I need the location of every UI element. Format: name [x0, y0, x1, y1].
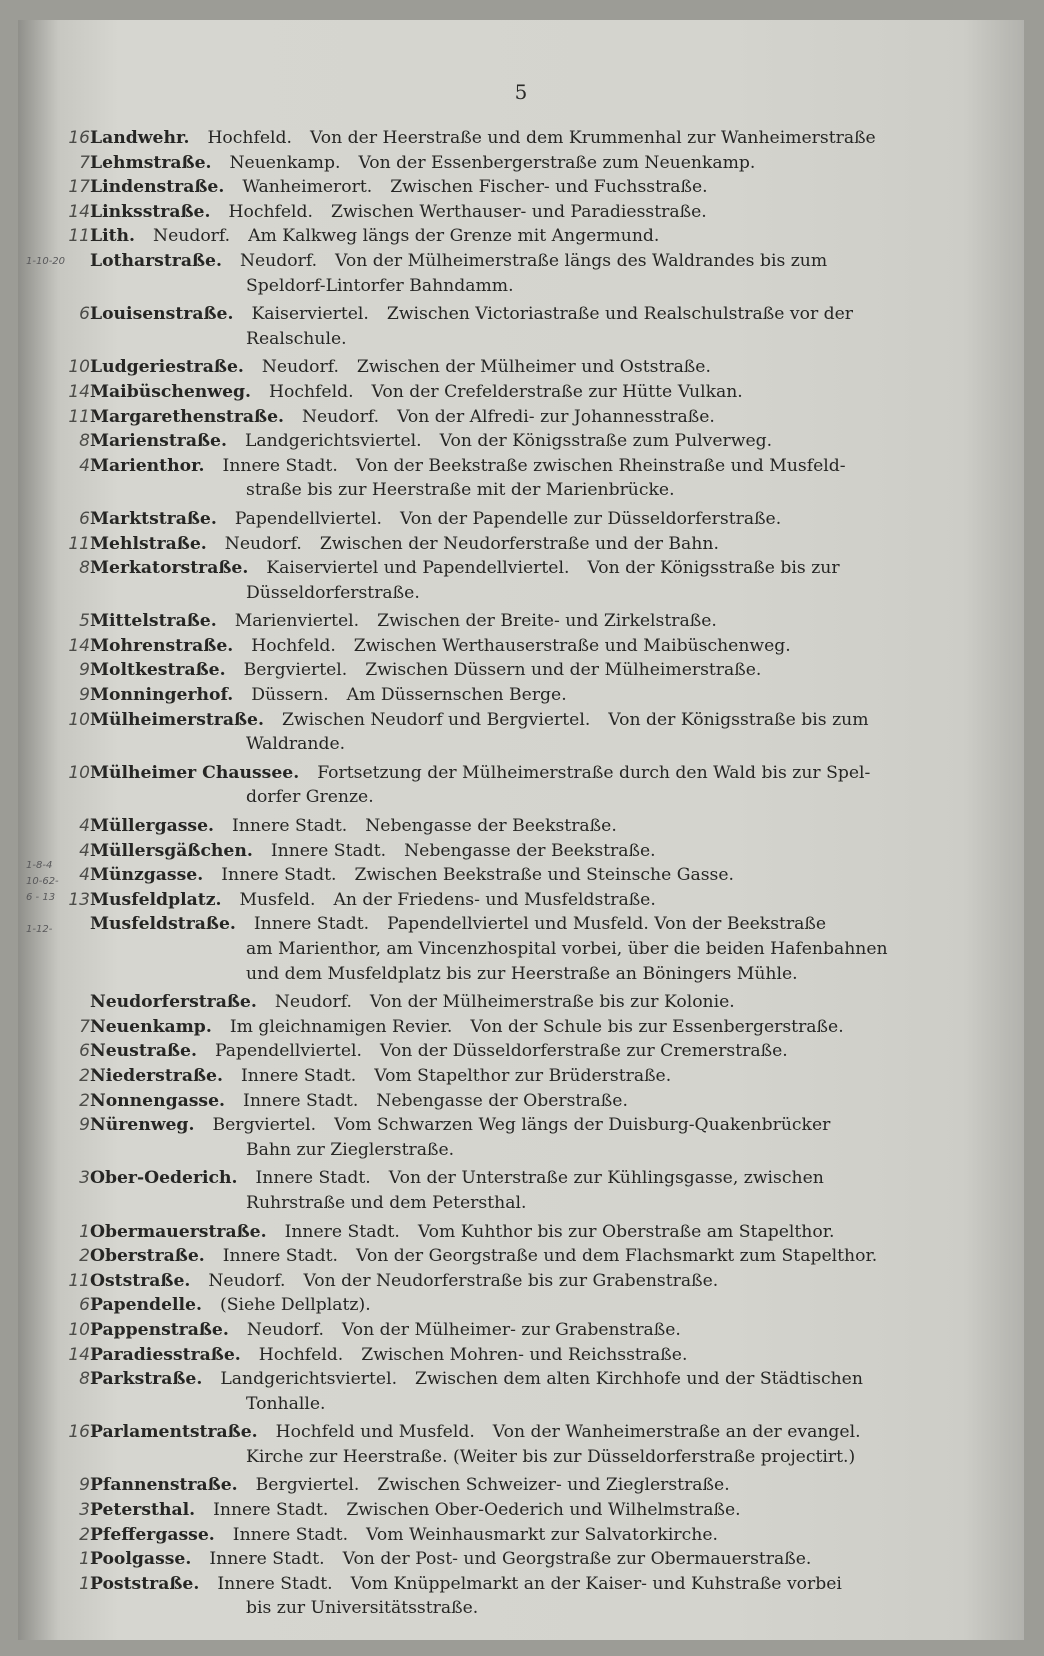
street-district: Kaiserviertel und Papendellviertel. — [266, 558, 570, 579]
street-description: Von der Neudorferstraße bis zur Grabenstraße. — [303, 1270, 719, 1291]
directory-entry — [64, 1420, 984, 1469]
street-name: Mittelstraße. — [90, 611, 217, 632]
street-name: Marktstraße. — [90, 508, 217, 529]
street-name: Musfeldplatz. — [90, 889, 222, 910]
street-description: Von der Düsseldorferstraße zur Cremerstraße. — [380, 1041, 788, 1062]
handwritten-district-number: 10 — [68, 762, 90, 783]
handwritten-district-number: 11 — [68, 406, 90, 427]
directory-entry — [64, 634, 984, 659]
street-description: Am Kalkweg längs der Grenze mit Angermund. — [248, 226, 660, 247]
handwritten-district-number: 4 — [79, 455, 90, 476]
directory-entry — [64, 1064, 984, 1089]
directory-entry — [64, 175, 984, 200]
handwritten-district-number: 6 — [79, 508, 90, 529]
handwritten-district-number: 1 — [79, 1573, 90, 1594]
handwritten-district-number: 9 — [79, 685, 90, 706]
directory-entry — [64, 1318, 984, 1343]
street-district: Innere Stadt. — [232, 816, 348, 837]
street-district: Im gleichnamigen Revier. — [229, 1016, 453, 1037]
street-description-continued: Tonhalle. — [246, 1393, 326, 1414]
street-name: Neustraße. — [90, 1041, 197, 1062]
street-description: Zwischen dem alten Kirchhofe und der Städtischen — [415, 1369, 863, 1390]
street-description: Von der Schule bis zur Essenbergerstraße. — [470, 1016, 844, 1037]
directory-entry — [64, 355, 984, 380]
street-description: Vom Stapelthor zur Brüderstraße. — [374, 1065, 672, 1086]
street-description: Von der Mülheimerstraße längs des Waldrandes bis zum — [335, 250, 828, 271]
street-name: Margarethenstraße. — [90, 406, 285, 427]
handwritten-district-number: 16 — [68, 128, 90, 148]
street-name: Oststraße. — [90, 1270, 191, 1291]
street-district: Landgerichtsviertel. — [220, 1369, 398, 1390]
street-district: Innere Stadt. — [222, 1246, 339, 1267]
handwritten-district-number: 3 — [79, 1500, 90, 1521]
directory-entry — [64, 1547, 984, 1572]
street-name: Monningerhof. — [90, 685, 234, 706]
street-name: Neudorferstraße. — [90, 992, 257, 1013]
handwritten-district-number: 10 — [68, 357, 90, 378]
street-name: Lith. — [90, 226, 136, 247]
street-description: Nebengasse der Beekstraße. — [365, 816, 617, 837]
directory-entry — [64, 1343, 984, 1368]
street-description: Von der Mülheimerstraße bis zur Kolonie. — [369, 992, 735, 1013]
directory-entry — [64, 1244, 984, 1269]
directory-entry — [64, 429, 984, 454]
handwritten-district-number: 4 — [79, 840, 90, 861]
directory-entry — [64, 863, 984, 888]
street-description: Papendellviertel und Musfeld. Von der Beekstraße — [387, 914, 827, 935]
street-name: Parkstraße. — [90, 1369, 203, 1390]
street-name: Pfeffergasse. — [90, 1524, 215, 1545]
street-description: Von der Beekstraße zwischen Rheinstraße und Musfeld- — [355, 455, 846, 476]
street-district: Bergviertel. — [243, 660, 348, 681]
street-district: Landgerichtsviertel. — [244, 431, 422, 452]
street-description: Vom Kuhthor bis zur Oberstraße am Stapelthor. — [417, 1221, 835, 1242]
directory-entry — [64, 1367, 984, 1416]
street-description: Zwischen der Neudorferstraße und der Bahn. — [319, 533, 719, 554]
street-description: Vom Weinhausmarkt zur Salvatorkirche. — [366, 1524, 718, 1545]
street-district: Kaiserviertel. — [251, 304, 369, 325]
street-description: Von der Crefelderstraße zur Hütte Vulkan. — [371, 381, 743, 402]
street-name: Merkatorstraße. — [90, 558, 249, 579]
directory-entry — [64, 249, 984, 298]
handwritten-district-number: 9 — [79, 1475, 90, 1496]
street-description: Von der Heerstraße und dem Krummenhal zur Wanheimerstraße — [309, 128, 876, 148]
document-page — [18, 20, 1024, 1640]
handwritten-district-number: 14 — [68, 1344, 90, 1365]
directory-entry — [64, 224, 984, 249]
street-name: Mülheimer Chaussee. — [90, 762, 300, 783]
street-district: Hochfeld. — [228, 201, 314, 222]
handwritten-district-number: 2 — [79, 1065, 90, 1086]
street-district: Düssern. — [251, 685, 329, 706]
street-district: Innere Stadt. — [253, 914, 370, 935]
handwritten-district-number: 4 — [79, 816, 90, 837]
directory-entry — [64, 1039, 984, 1064]
street-district: Neudorf. — [208, 1270, 286, 1291]
directory-entry — [64, 839, 984, 864]
handwritten-district-number: 5 — [79, 611, 90, 632]
handwritten-district-number: 1 — [79, 1221, 90, 1242]
street-name: Petersthal. — [90, 1500, 196, 1521]
street-description: Zwischen Schweizer- und Zieglerstraße. — [377, 1475, 730, 1496]
directory-entry — [64, 302, 984, 351]
street-description: Zwischen Mohren- und Reichsstraße. — [361, 1344, 688, 1365]
street-name: Papendelle. — [90, 1295, 202, 1316]
street-district: Bergviertel. — [255, 1475, 360, 1496]
directory-entry — [64, 1523, 984, 1548]
street-district: Hochfeld. — [269, 381, 354, 402]
street-description: Von der Königsstraße bis zur — [587, 558, 840, 579]
street-name: Lindenstraße. — [90, 177, 225, 198]
street-district: Innere Stadt. — [232, 1524, 349, 1545]
street-district: Innere Stadt. — [240, 1065, 357, 1086]
street-district: Papendellviertel. — [214, 1041, 363, 1062]
directory-entry — [64, 126, 984, 151]
margin-note: 10-62- — [26, 876, 59, 887]
street-description: Nebengasse der Oberstraße. — [376, 1090, 628, 1111]
street-name: Mülheimerstraße. — [90, 709, 264, 730]
street-description: Von der Essenbergerstraße zum Neuenkamp. — [358, 152, 756, 173]
street-name: Müllergasse. — [90, 816, 214, 837]
directory-entry — [64, 1473, 984, 1498]
handwritten-district-number: 6 — [79, 1295, 90, 1316]
street-district: Neudorf. — [153, 226, 231, 247]
street-description-continued: am Marienthor, am Vincenzhospital vorbei, über die beiden Hafenbahnen — [246, 939, 888, 959]
street-description-continued: Speldorf-Lintorfer Bahndamm. — [246, 275, 514, 296]
street-district: Neudorf. — [224, 533, 302, 554]
directory-entry — [64, 761, 984, 810]
directory-entry — [64, 532, 984, 557]
street-description: Von der Papendelle zur Düsseldorferstraße. — [399, 508, 782, 529]
directory-entry — [64, 814, 984, 839]
street-description: Zwischen Düssern und der Mülheimerstraße. — [365, 660, 762, 681]
street-district: Innere Stadt. — [213, 1500, 329, 1521]
street-name: Poststraße. — [90, 1573, 200, 1594]
directory-entry — [64, 454, 984, 503]
handwritten-district-number: 7 — [79, 152, 90, 173]
street-district: Innere Stadt. — [217, 1573, 333, 1594]
street-name: Mohrenstraße. — [90, 635, 234, 656]
street-name: Münzgasse. — [90, 865, 204, 886]
street-description: Von der Wanheimerstraße an der evangel. — [492, 1422, 861, 1443]
directory-entry — [64, 1089, 984, 1114]
street-name: Parlamentstraße. — [90, 1422, 258, 1443]
street-description: Zwischen Werthauser- und Paradiesstraße. — [331, 201, 707, 222]
street-description: Von der Mülheimer- zur Grabenstraße. — [341, 1319, 681, 1340]
handwritten-district-number: 2 — [79, 1524, 90, 1545]
street-description: Von der Königsstraße bis zum — [608, 709, 869, 730]
street-district: Wanheimerort. — [242, 177, 373, 198]
directory-entry — [64, 609, 984, 634]
street-district: Innere Stadt. — [209, 1549, 325, 1570]
handwritten-district-number: 14 — [68, 201, 90, 222]
street-name: Lehmstraße. — [90, 152, 212, 173]
directory-entry — [64, 912, 984, 986]
street-name: Louisenstraße. — [90, 304, 234, 325]
handwritten-district-number: 10 — [68, 709, 90, 730]
street-name: Moltkestraße. — [90, 660, 226, 681]
street-description: Zwischen Victoriastraße und Realschulstraße vor der — [386, 304, 854, 325]
street-district: Marienviertel. — [234, 611, 360, 632]
street-district: Neuenkamp. — [229, 152, 341, 173]
handwritten-district-number: 6 — [79, 1041, 90, 1062]
handwritten-district-number: 13 — [68, 889, 90, 910]
directory-entry — [64, 1572, 984, 1621]
handwritten-district-number: 16 — [68, 1422, 90, 1443]
street-name: Niederstraße. — [90, 1065, 223, 1086]
directory-entry — [64, 1015, 984, 1040]
margin-note: 1-8-4 — [26, 860, 53, 871]
handwritten-district-number: 10 — [68, 1319, 90, 1340]
handwritten-district-number: 6 — [79, 304, 90, 325]
directory-entry — [64, 1498, 984, 1523]
street-district: Papendellviertel. — [234, 508, 382, 529]
street-name: Musfeldstraße. — [90, 914, 236, 935]
street-district: Innere Stadt. — [222, 455, 338, 476]
directory-entry — [64, 658, 984, 683]
street-description: Von der Post- und Georgstraße zur Obermauerstraße. — [342, 1549, 812, 1570]
handwritten-district-number: 8 — [79, 1369, 90, 1390]
street-description-continued: Kirche zur Heerstraße. (Weiter bis zur Düsseldorferstraße projectirt.) — [246, 1446, 856, 1467]
street-description: Zwischen Ober-Oederich und Wilhelmstraße. — [346, 1500, 741, 1521]
directory-entry — [64, 1269, 984, 1294]
handwritten-district-number: 8 — [79, 431, 90, 452]
street-name: Pfannenstraße. — [90, 1475, 238, 1496]
street-district: Innere Stadt. — [284, 1221, 400, 1242]
margin-note: 1-10-20 — [26, 256, 66, 267]
street-description-continued: Realschule. — [246, 328, 347, 349]
handwritten-district-number: 4 — [79, 865, 90, 886]
street-description: Am Düssernschen Berge. — [346, 685, 567, 706]
street-description: Von der Alfredi- zur Johannesstraße. — [397, 406, 715, 427]
street-name: Ludgeriestraße. — [90, 357, 244, 378]
street-district: Hochfeld. — [258, 1344, 344, 1365]
margin-note: 1-12- — [26, 924, 53, 935]
handwritten-district-number: 9 — [79, 660, 90, 681]
street-district: Innere Stadt. — [255, 1168, 371, 1189]
street-name: Müllersgäßchen. — [90, 840, 253, 861]
street-name: Lotharstraße. — [90, 250, 222, 271]
handwritten-district-number: 9 — [79, 1115, 90, 1136]
street-description: Zwischen der Mülheimer und Oststraße. — [356, 357, 711, 378]
street-name: Paradiesstraße. — [90, 1344, 241, 1365]
handwritten-district-number: 8 — [79, 558, 90, 579]
street-description-continued: bis zur Universitätsstraße. — [246, 1598, 479, 1619]
street-description-continued: Ruhrstraße und dem Petersthal. — [246, 1192, 527, 1213]
street-description: Zwischen der Breite- und Zirkelstraße. — [377, 611, 717, 632]
street-description: Von der Unterstraße zur Kühlingsgasse, zwischen — [388, 1168, 824, 1189]
street-description: Von der Königsstraße zum Pulverweg. — [439, 431, 773, 452]
street-name: Linksstraße. — [90, 201, 211, 222]
handwritten-district-number: 3 — [79, 1168, 90, 1189]
street-description: Nebengasse der Beekstraße. — [404, 840, 656, 861]
street-name: Nürenweg. — [90, 1115, 195, 1136]
directory-entry — [64, 1166, 984, 1215]
handwritten-district-number: 2 — [79, 1246, 90, 1267]
street-name: Marienthor. — [90, 455, 205, 476]
handwritten-district-number: 11 — [68, 533, 90, 554]
handwritten-district-number: 11 — [68, 1270, 90, 1291]
directory-entry — [64, 405, 984, 430]
street-description: Zwischen Beekstraße und Steinsche Gasse. — [354, 865, 734, 886]
directory-entry — [64, 1113, 984, 1162]
street-description: An der Friedens- und Musfeldstraße. — [333, 889, 656, 910]
directory-entry — [64, 1293, 984, 1318]
street-description: Zwischen Werthauserstraße und Maibüschenweg. — [353, 635, 791, 656]
street-description-continued: dorfer Grenze. — [246, 787, 374, 808]
directory-entry — [64, 151, 984, 176]
street-name: Obermauerstraße. — [90, 1221, 267, 1242]
margin-note: 6 - 13 — [26, 892, 56, 903]
street-name: Pappenstraße. — [90, 1319, 229, 1340]
street-district: Innere Stadt. — [270, 840, 387, 861]
street-name: Nonnengasse. — [90, 1090, 226, 1111]
directory-entry — [64, 556, 984, 605]
street-district: Neudorf. — [274, 992, 352, 1013]
street-name: Poolgasse. — [90, 1549, 192, 1570]
street-district: Neudorf. — [302, 406, 380, 427]
directory-entry — [64, 888, 984, 913]
street-district: Bergviertel. — [212, 1115, 317, 1136]
street-description-continued: Waldrande. — [246, 734, 346, 755]
street-district: Hochfeld. — [251, 635, 336, 656]
street-district: Neudorf. — [246, 1319, 324, 1340]
handwritten-district-number: 17 — [68, 177, 90, 198]
street-district: Zwischen Neudorf und Bergviertel. — [281, 709, 591, 730]
street-description: Vom Schwarzen Weg längs der Duisburg-Quakenbrücker — [334, 1115, 831, 1136]
street-district: Fortsetzung der Mülheimerstraße durch den Wald bis zur Spel- — [317, 762, 871, 783]
directory-entry — [64, 507, 984, 532]
street-name: Marienstraße. — [90, 431, 227, 452]
street-description: Zwischen Fischer- und Fuchsstraße. — [390, 177, 708, 198]
street-name: Landwehr. — [90, 128, 190, 148]
street-district: Neudorf. — [261, 357, 339, 378]
street-name: Mehlstraße. — [90, 533, 207, 554]
street-district: Innere Stadt. — [243, 1090, 359, 1111]
street-description-continued: und dem Musfeldplatz bis zur Heerstraße an Böningers Mühle. — [246, 963, 798, 984]
street-district: (Siehe Dellplatz). — [219, 1295, 371, 1316]
street-description: Vom Knüppelmarkt an der Kaiser- und Kuhstraße vorbei — [350, 1573, 842, 1594]
street-name: Maibüschenweg. — [90, 381, 252, 402]
directory-entry — [64, 380, 984, 405]
street-name: Neuenkamp. — [90, 1016, 212, 1037]
street-district: Hochfeld. — [207, 128, 292, 148]
handwritten-district-number: 2 — [79, 1090, 90, 1111]
street-description-continued: Düsseldorferstraße. — [246, 582, 420, 603]
directory-entry — [64, 990, 984, 1015]
street-description: Von der Georgstraße und dem Flachsmarkt zum Stapelthor. — [356, 1246, 878, 1267]
street-description-continued: straße bis zur Heerstraße mit der Marienbrücke. — [246, 480, 675, 501]
directory-entry — [64, 200, 984, 225]
directory-entry — [64, 1220, 984, 1245]
street-district: Hochfeld und Musfeld. — [275, 1422, 475, 1443]
handwritten-district-number: 11 — [68, 226, 90, 247]
directory-entry — [64, 708, 984, 757]
street-name: Ober-Oederich. — [90, 1168, 238, 1189]
street-district: Neudorf. — [239, 250, 318, 271]
street-directory-list — [64, 126, 984, 1621]
street-district: Innere Stadt. — [221, 865, 337, 886]
handwritten-district-number: 1 — [79, 1549, 90, 1570]
street-name: Oberstraße. — [90, 1246, 205, 1267]
page-number: 5 — [514, 80, 528, 104]
street-description-continued: Bahn zur Zieglerstraße. — [246, 1139, 455, 1160]
handwritten-district-number: 14 — [68, 381, 90, 402]
handwritten-district-number: 14 — [68, 635, 90, 656]
directory-entry — [64, 683, 984, 708]
street-district: Musfeld. — [239, 889, 316, 910]
handwritten-district-number: 7 — [79, 1016, 90, 1037]
